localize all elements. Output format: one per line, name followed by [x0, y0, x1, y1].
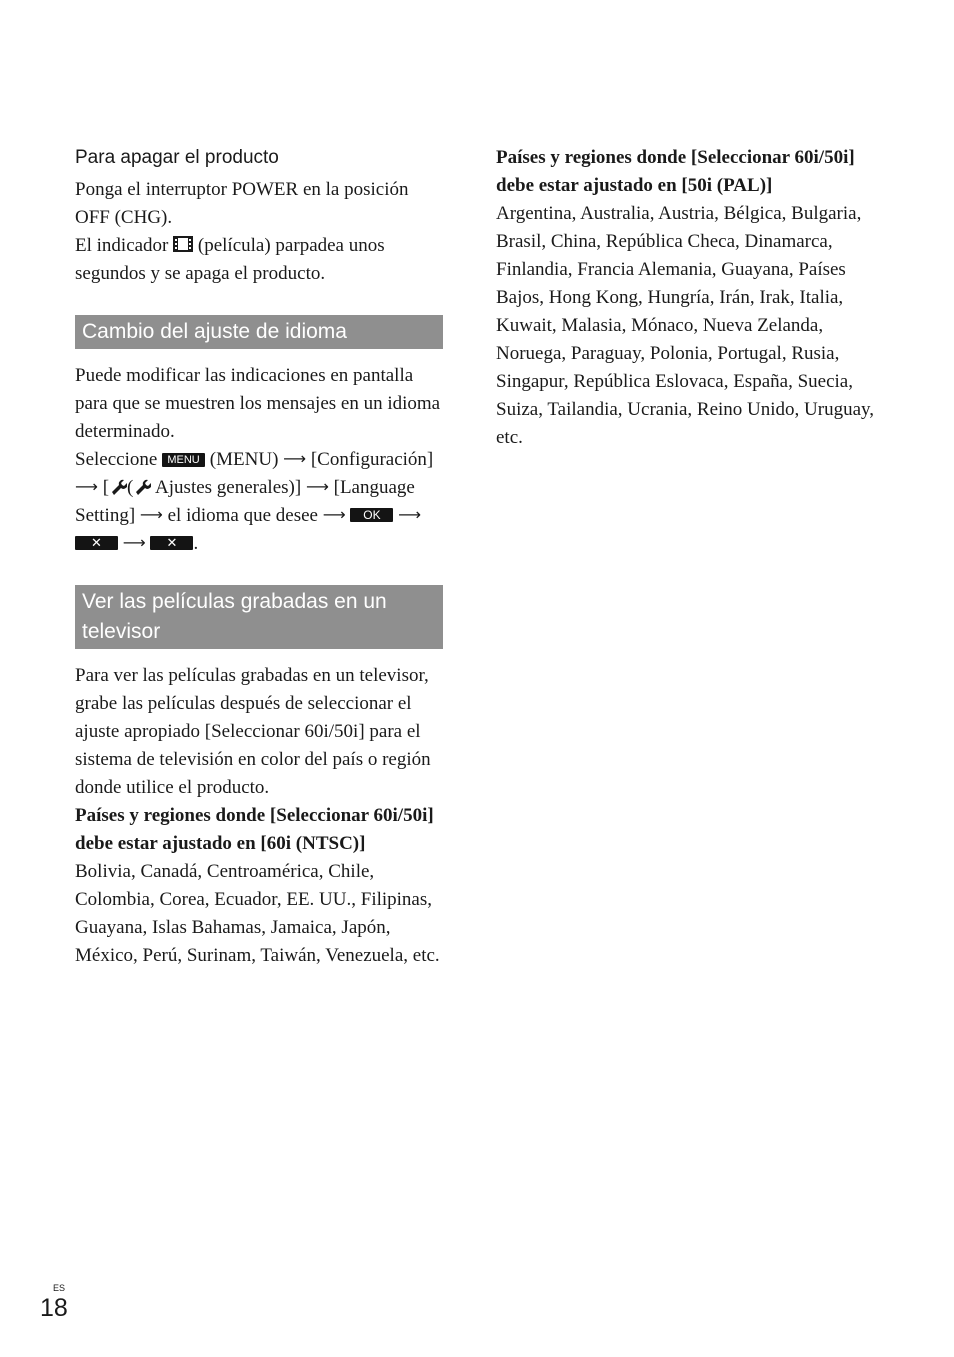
arrow-right-icon: ⟶: [75, 477, 98, 496]
language-intro: Puede modificar las indicaciones en pantalla para que se muestren los mensajes en un idioma determinado.: [75, 365, 441, 442]
close-button[interactable]: ✕: [150, 536, 193, 550]
arrow-right-icon: ⟶: [398, 505, 422, 524]
arrow-right-icon: ⟶: [139, 505, 163, 524]
arrow-right-icon: ⟶: [283, 449, 307, 468]
language-code: ES: [53, 1283, 66, 1293]
pal-title: Países y regiones donde [Seleccionar 60i/50i] debe estar ajustado en [50i (PAL)]: [496, 147, 855, 196]
ntsc-title: Países y regiones donde [Seleccionar 60i/50i] debe estar ajustado en [60i (NTSC)]: [75, 805, 434, 854]
power-off-line1: Ponga el interruptor POWER en la posición OFF (CHG).: [75, 179, 409, 228]
right-column: [496, 144, 876, 452]
movie-icon: [173, 235, 193, 253]
ok-button[interactable]: OK: [350, 508, 393, 522]
wrench-icon: [133, 477, 151, 495]
power-off-title: Para apagar el producto: [75, 147, 279, 168]
close-button[interactable]: ✕: [75, 536, 118, 550]
wrench-icon: [109, 477, 127, 495]
arrow-right-icon: ⟶: [322, 505, 346, 524]
pal-list: Argentina, Australia, Austria, Bélgica, Bulgaria, Brasil, China, República Checa, Dinamarca, Finlandia, Francia Alemania, Guayana, Países Bajos, Hong Kong, Hungría, Irán, Irak, Italia, Kuwait, Malasia, Mónaco, Nueva Zelanda, Noruega, Paraguay, Polonia, Portugal, Rusia, Singapur, República Eslovaca, España, Suecia, Suiza, Tailandia, Ucrania, Reino Unido, Uruguay, etc.: [496, 203, 875, 448]
tv-heading: Ver las películas grabadas en un televisor: [75, 585, 443, 649]
power-off-line2: El indicador (película) parpadea unos segundos y se apaga el producto.: [75, 235, 385, 284]
arrow-right-icon: ⟶: [305, 477, 329, 496]
left-column: [75, 144, 445, 970]
tv-intro: Para ver las películas grabadas en un televisor, grabe las películas después de seleccionar el ajuste apropiado [Seleccionar 60i/50i] para el sistema de televisión en color del país o región donde utilice el producto.: [75, 665, 431, 798]
arrow-right-icon: ⟶: [122, 533, 146, 552]
menu-button[interactable]: MENU: [162, 453, 205, 467]
page-number: 18: [40, 1294, 68, 1322]
language-heading: Cambio del ajuste de idioma: [75, 315, 443, 349]
language-steps: Seleccione MENU (MENU) ⟶ [Configuración] ⟶ [ ( Ajustes generales)] ⟶ [Language Setting] ⟶ el idioma que desee ⟶ OK ⟶ ✕ ⟶ ✕ .: [75, 449, 434, 554]
ntsc-list: Bolivia, Canadá, Centroamérica, Chile, Colombia, Corea, Ecuador, EE. UU., Filipinas, Guayana, Islas Bahamas, Jamaica, Japón, México, Perú, Surinam, Taiwán, Venezuela, etc.: [75, 861, 440, 966]
